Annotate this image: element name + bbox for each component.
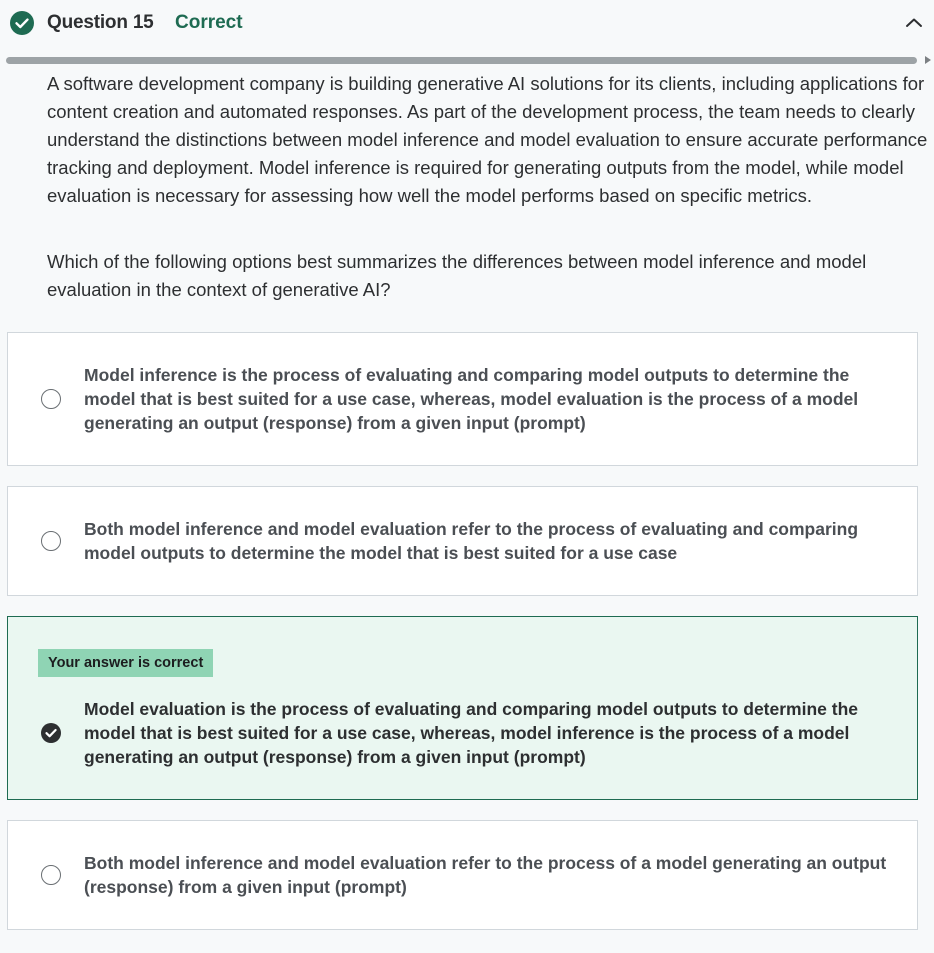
correct-answer-badge: Your answer is correct	[38, 649, 213, 677]
question-text: A software development company is building generative AI solutions for its clients, including applications for content creation and automated responses. As part of the development process, the team needs to clearly understand the distinctions between model inference and model evaluation to ensure accurate performance tracking and deployment. Model inference is required for generating outputs from the model, while model evaluation is necessary for assessing how well the model performs based on specific metrics.	[47, 73, 928, 206]
question-number: Question 15	[47, 12, 154, 33]
option-text: Both model inference and model evaluation refer to the process of evaluating and comparing model outputs to determine the model that is best suited for a use case	[84, 519, 859, 563]
answer-option-2[interactable]	[7, 486, 918, 596]
scrollbar-thumb[interactable]	[6, 57, 917, 64]
option-text: Model inference is the process of evaluating and comparing model outputs to determine the model that is best suited for a use case, whereas, model evaluation is the process of a model generating an output (response) from a given input (prompt)	[84, 365, 859, 433]
radio-empty-icon[interactable]	[41, 865, 61, 885]
question-header	[0, 0, 934, 48]
option-text: Both model inference and model evaluation refer to the process of a model generating an output (response) from a given input (prompt)	[84, 853, 887, 897]
check-circle-filled-icon[interactable]	[41, 723, 61, 743]
result-status: Correct	[175, 12, 243, 33]
option-text: Model evaluation is the process of evaluating and comparing model outputs to determine the model that is best suited for a use case, whereas, model inference is the process of a model generating an output (response) from a given input (prompt)	[84, 699, 858, 767]
scroll-right-arrow-icon[interactable]	[925, 56, 931, 64]
collapse-button[interactable]	[903, 13, 925, 33]
check-circle-icon	[10, 11, 34, 35]
answer-option-3[interactable]	[7, 616, 918, 800]
radio-empty-icon[interactable]	[41, 389, 61, 409]
radio-empty-icon[interactable]	[41, 531, 61, 551]
horizontal-scrollbar[interactable]	[0, 55, 934, 66]
chevron-up-icon	[903, 13, 925, 33]
answer-option-4[interactable]	[7, 820, 918, 930]
answer-option-1[interactable]	[7, 332, 918, 466]
question-prompt: Which of the following options best summarizes the differences between model inference and model evaluation in the context of generative AI?	[47, 251, 867, 300]
